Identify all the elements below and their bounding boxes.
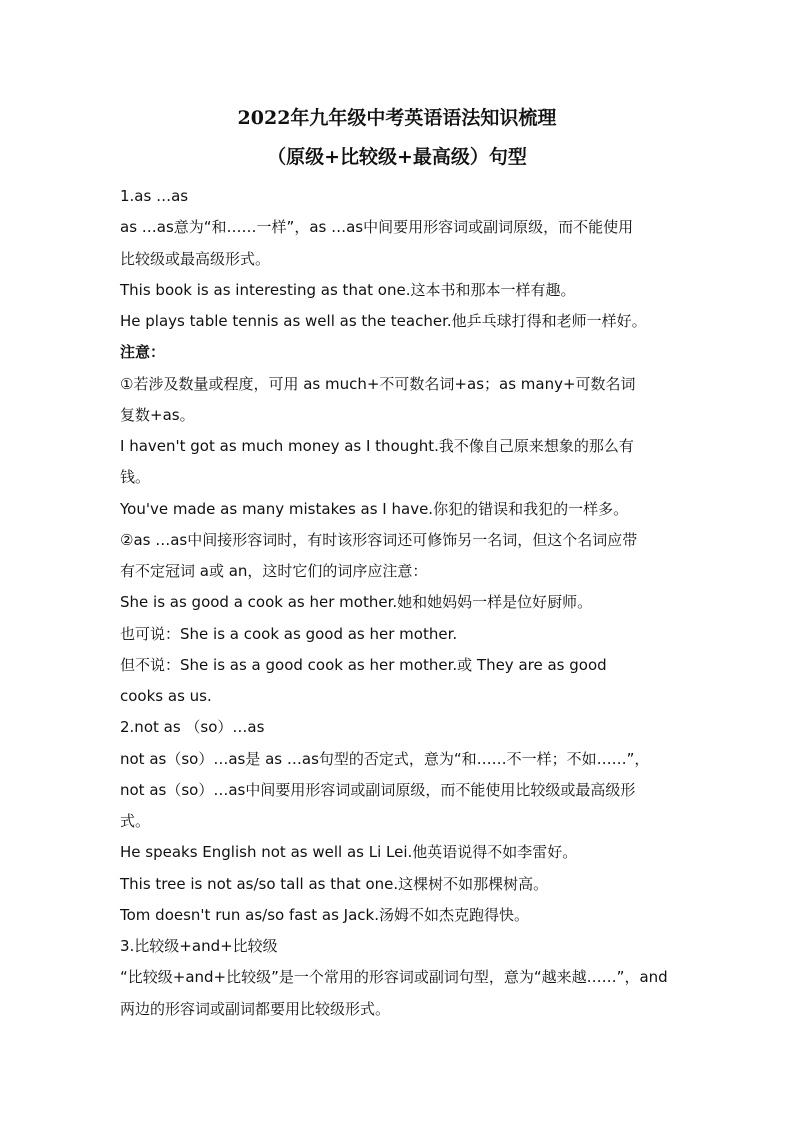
example-sentence: He plays table tennis as well as the teacher.他乒乓球打得和老师一样好。 (120, 312, 647, 330)
text-line: 钱。 (120, 468, 151, 487)
text-line: not as（so）…as是 as …as句型的否定式，意为“和……不一样；不如……”， (120, 749, 650, 768)
section-heading-not-as-as: 2.not as （so）…as (120, 718, 265, 737)
example-sentence: This tree is not as/so tall as that one.这棵树不如那棵树高。 (120, 874, 549, 893)
example-sentence: 也可说：She is a cook as good as her mother. (120, 624, 458, 643)
text-line: “比较级+and+比较级”是一个常用的形容词或副词句型，意为“越来越……”，and (120, 968, 668, 987)
text-line: 复数+as。 (120, 405, 195, 424)
text-line: not as（so）…as中间要用形容词或副词原级，而不能使用比较级或最高级形 (120, 780, 636, 799)
text-line: 比较级或最高级形式。 (120, 249, 271, 268)
text-line: cooks as us. (120, 687, 212, 705)
example-sentence: 但不说：She is as a good cook as her mother.或 They are as good (120, 655, 607, 674)
section-heading-comparative: 3.比较级+and+比较级 (120, 937, 278, 955)
note-item-2: ②as …as中间接形容词时，有时该形容词还可修饰另一名词，但这个名词应带 (120, 530, 638, 549)
document-title: 2022年九年级中考英语语法知识梳理 (237, 107, 557, 129)
example-sentence: Tom doesn't run as/so fast as Jack.汤姆不如杰克跑得快。 (120, 905, 529, 924)
example-sentence: This book is as interesting as that one.这本书和那本一样有趣。 (120, 280, 576, 299)
text-line: 式。 (120, 812, 151, 830)
document-subtitle: （原级+比较级+最高级）句型 (267, 146, 527, 168)
example-sentence: He speaks English not as well as Li Lei.他英语说得不如李雷好。 (120, 843, 578, 862)
text-line: 有不定冠词 a或 an，这时它们的词序应注意： (120, 562, 428, 580)
example-sentence: You've made as many mistakes as I have.你犯的错误和我犯的一样多。 (120, 499, 629, 518)
example-sentence: I haven't got as much money as I thought.我不像自己原来想象的那么有 (120, 437, 634, 455)
note-heading: 注意： (120, 343, 166, 362)
note-item-1: ①若涉及数量或程度，可用 as much+不可数名词+as；as many+可数名词 (120, 374, 636, 393)
text-line: as …as意为“和……一样”，as …as中间要用形容词或副词原级，而不能使用 (120, 218, 634, 237)
example-sentence: She is as good a cook as her mother.她和她妈妈一样是位好厨师。 (120, 593, 593, 612)
section-heading-as-as: 1.as …as (120, 187, 189, 205)
text-line: 两边的形容词或副词都要用比较级形式。 (120, 999, 391, 1018)
document-body (120, 181, 676, 1025)
